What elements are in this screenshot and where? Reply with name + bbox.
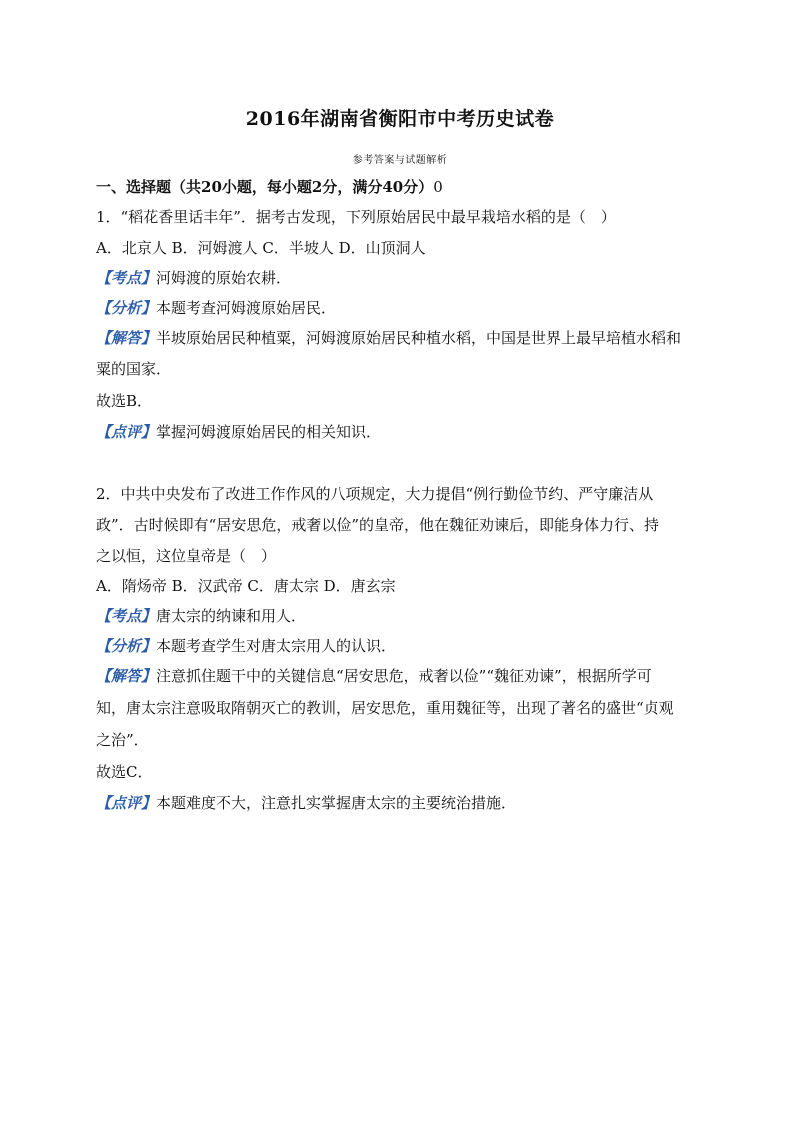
question-2-dianping-text: 本题难度不大，注意扎实掌握唐太宗的主要统治措施． — [156, 794, 517, 812]
question-2-stem-line-1: 2．中共中央发布了改进工作作风的八项规定，大力提倡“例行勤俭节约、严守廉洁从 — [96, 485, 654, 503]
question-2-jieda-line-2: 知，唐太宗注意吸取隋朝灭亡的教训，居安思危，重用魏征等，出现了著名的盛世“贞观 — [96, 699, 674, 717]
question-2-options: A．隋炀帝 B．汉武帝 C．唐太宗 D．唐玄宗 — [96, 577, 396, 595]
question-2-jieda — [96, 666, 716, 686]
fenxi-tag: 【分析】 — [96, 637, 157, 655]
page-title: 2016年湖南省衡阳市中考历史试卷 — [245, 108, 555, 130]
question-2-stem-line-2: 政”．古时候即有“居安思危，戒奢以俭”的皇帝，他在魏征劝谏后，即能身体力行、持 — [96, 516, 660, 534]
question-1-jieda — [96, 328, 716, 348]
section-heading-suffix: 0 — [433, 178, 443, 196]
kaodian-tag: 【考点】 — [96, 607, 157, 625]
kaodian-tag: 【考点】 — [96, 269, 157, 287]
question-1-dianping-text: 掌握河姆渡原始居民的相关知识． — [156, 423, 382, 441]
question-2-jieda-line-3: 之治”． — [96, 731, 149, 749]
dianping-tag: 【点评】 — [96, 423, 157, 441]
jieda-tag: 【解答】 — [96, 667, 157, 685]
question-2-jieda-line-1: 注意抓住题干中的关键信息“居安思危，戒奢以俭”“魏征劝谏”，根据所学可 — [156, 667, 652, 685]
question-2-answer: 故选C． — [96, 763, 153, 781]
section-heading — [96, 177, 716, 197]
question-1-fenxi-text: 本题考查河姆渡原始居民． — [156, 299, 337, 317]
page-subtitle: 参考答案与试题解析 — [352, 155, 448, 166]
jieda-tag: 【解答】 — [96, 329, 157, 347]
question-2-dianping — [96, 793, 716, 813]
section-heading-text: 一、选择题（共20小题，每小题2分，满分40分） — [96, 178, 434, 196]
question-2-fenxi — [96, 636, 716, 656]
fenxi-tag: 【分析】 — [96, 299, 157, 317]
question-1-answer: 故选B． — [96, 392, 153, 410]
question-2-fenxi-text: 本题考查学生对唐太宗用人的认识． — [156, 637, 397, 655]
question-1-kaodian — [96, 268, 716, 288]
question-1-dianping — [96, 422, 716, 442]
question-1-jieda-line-1: 半坡原始居民种植粟，河姆渡原始居民种植水稻，中国是世界上最早培植水稻和 — [156, 329, 682, 347]
question-1-options: A．北京人 B．河姆渡人 C．半坡人 D．山顶洞人 — [96, 239, 426, 257]
question-1-fenxi — [96, 298, 716, 318]
question-1-stem-line-1: 1．“稻花香里话丰年”．据考古发现，下列原始居民中最早栽培水稻的是（ ） — [96, 208, 616, 226]
question-1-kaodian-text: 河姆渡的原始农耕． — [156, 269, 292, 287]
question-2-kaodian-text: 唐太宗的纳谏和用人． — [156, 607, 307, 625]
dianping-tag: 【点评】 — [96, 794, 157, 812]
question-1-jieda-line-2: 粟的国家． — [96, 360, 172, 378]
question-2-stem-line-3: 之以恒，这位皇帝是（ ） — [96, 547, 277, 565]
question-2-kaodian — [96, 606, 716, 626]
